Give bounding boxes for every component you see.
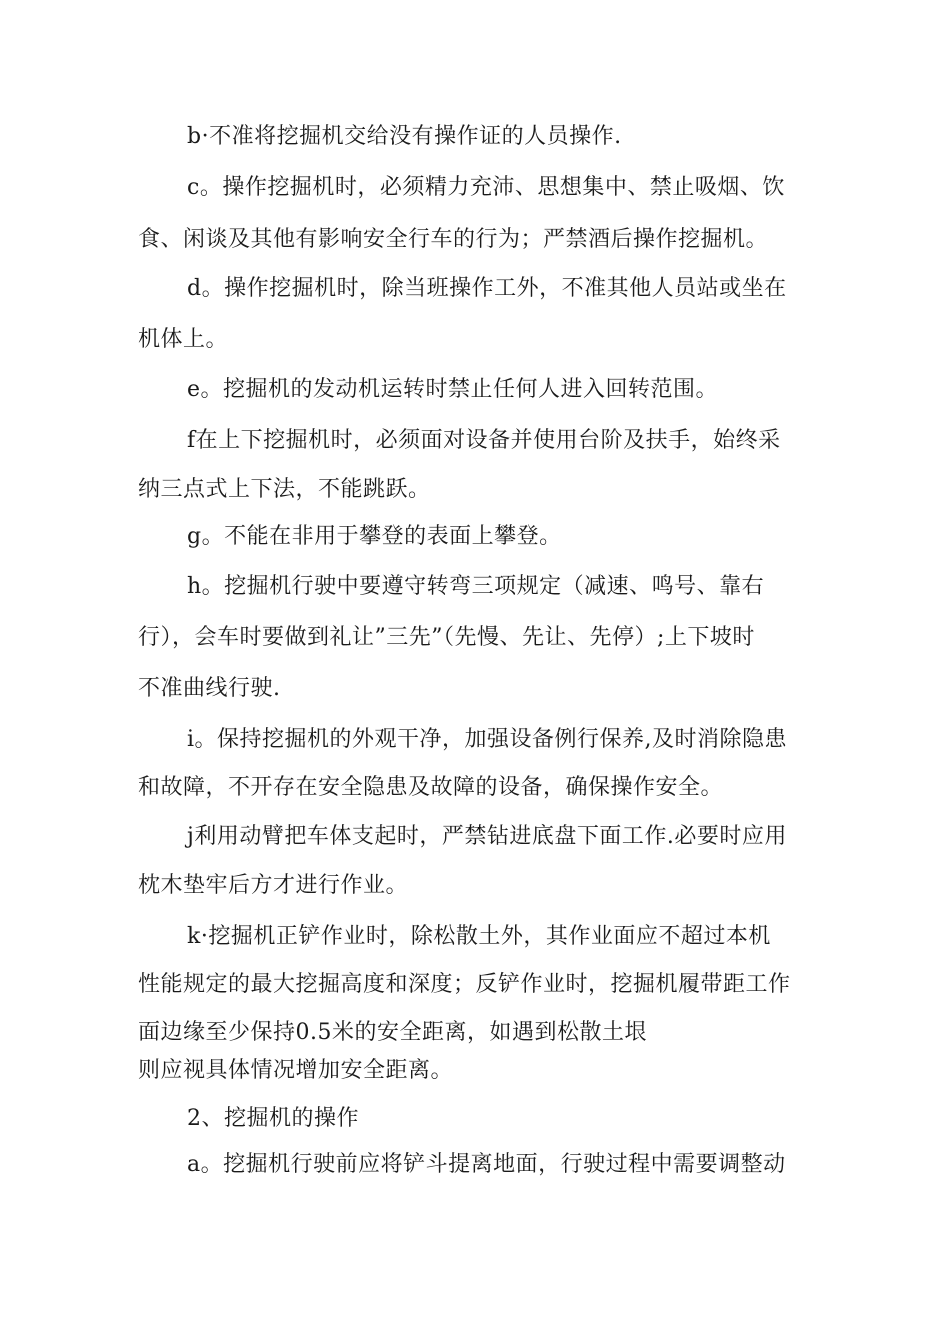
paragraph-i-line-2: 和故障，不开存在安全隐患及故障的设备，确保操作安全。: [138, 775, 724, 800]
paragraph-d-line-1: d。操作挖掘机时，除当班操作工外，不准其他人员站或坐在: [187, 276, 787, 301]
paragraph-c-line-1: c。操作挖掘机时，必须精力充沛、思想集中、禁止吸烟、饮: [187, 175, 785, 200]
paragraph-j-line-1: j利用动臂把车体支起时，严禁钻进底盘下面工作.必要时应用: [187, 824, 787, 849]
paragraph-k-line-1: k·挖掘机正铲作业时，除松散土外，其作业面应不超过本机: [187, 924, 771, 949]
paragraph-h-line-2: 行），会车时要做到礼让”三先”（先慢、先让、先停）;上下坡时: [138, 625, 755, 650]
paragraph-a-line-1: a。挖掘机行驶前应将铲斗提离地面，行驶过程中需要调整动: [187, 1152, 786, 1177]
paragraph-j-line-2: 枕木垫牢后方才进行作业。: [138, 873, 409, 898]
paragraph-k-line-3: 面边缘至少保持0.5米的安全距离，如遇到松散土垠: [138, 1020, 647, 1045]
paragraph-h-line-3: 不准曲线行驶.: [138, 676, 281, 701]
paragraph-d-line-2: 机体上。: [138, 327, 229, 352]
paragraph-k-line-2: 性能规定的最大挖掘高度和深度；反铲作业时，挖掘机履带距工作: [138, 972, 791, 997]
paragraph-k-line-4: 则应视具体情况增加安全距离。: [138, 1058, 454, 1083]
paragraph-f-line-2: 纳三点式上下法，不能跳跃。: [138, 477, 431, 502]
paragraph-c-line-2: 食、闲谈及其他有影响安全行车的行为；严禁酒后操作挖掘机。: [138, 227, 769, 252]
paragraph-e-line-1: e。挖掘机的发动机运转时禁止任何人进入回转范围。: [187, 377, 719, 402]
paragraph-b-line-1: b·不准将挖掘机交给没有操作证的人员操作.: [187, 124, 622, 149]
paragraph-h-line-1: h。挖掘机行驶中要遵守转弯三项规定（减速、鸣号、靠右: [187, 574, 765, 599]
paragraph-g-line-1: g。不能在非用于攀登的表面上攀登。: [187, 524, 562, 549]
paragraph-f-line-1: f在上下挖掘机时，必须面对设备并使用台阶及扶手，始终采: [187, 428, 781, 453]
paragraph-i-line-1: i。保持挖掘机的外观干净，加强设备例行保养,及时消除隐患: [187, 727, 788, 752]
section-heading: 2、挖掘机的操作: [187, 1106, 359, 1131]
